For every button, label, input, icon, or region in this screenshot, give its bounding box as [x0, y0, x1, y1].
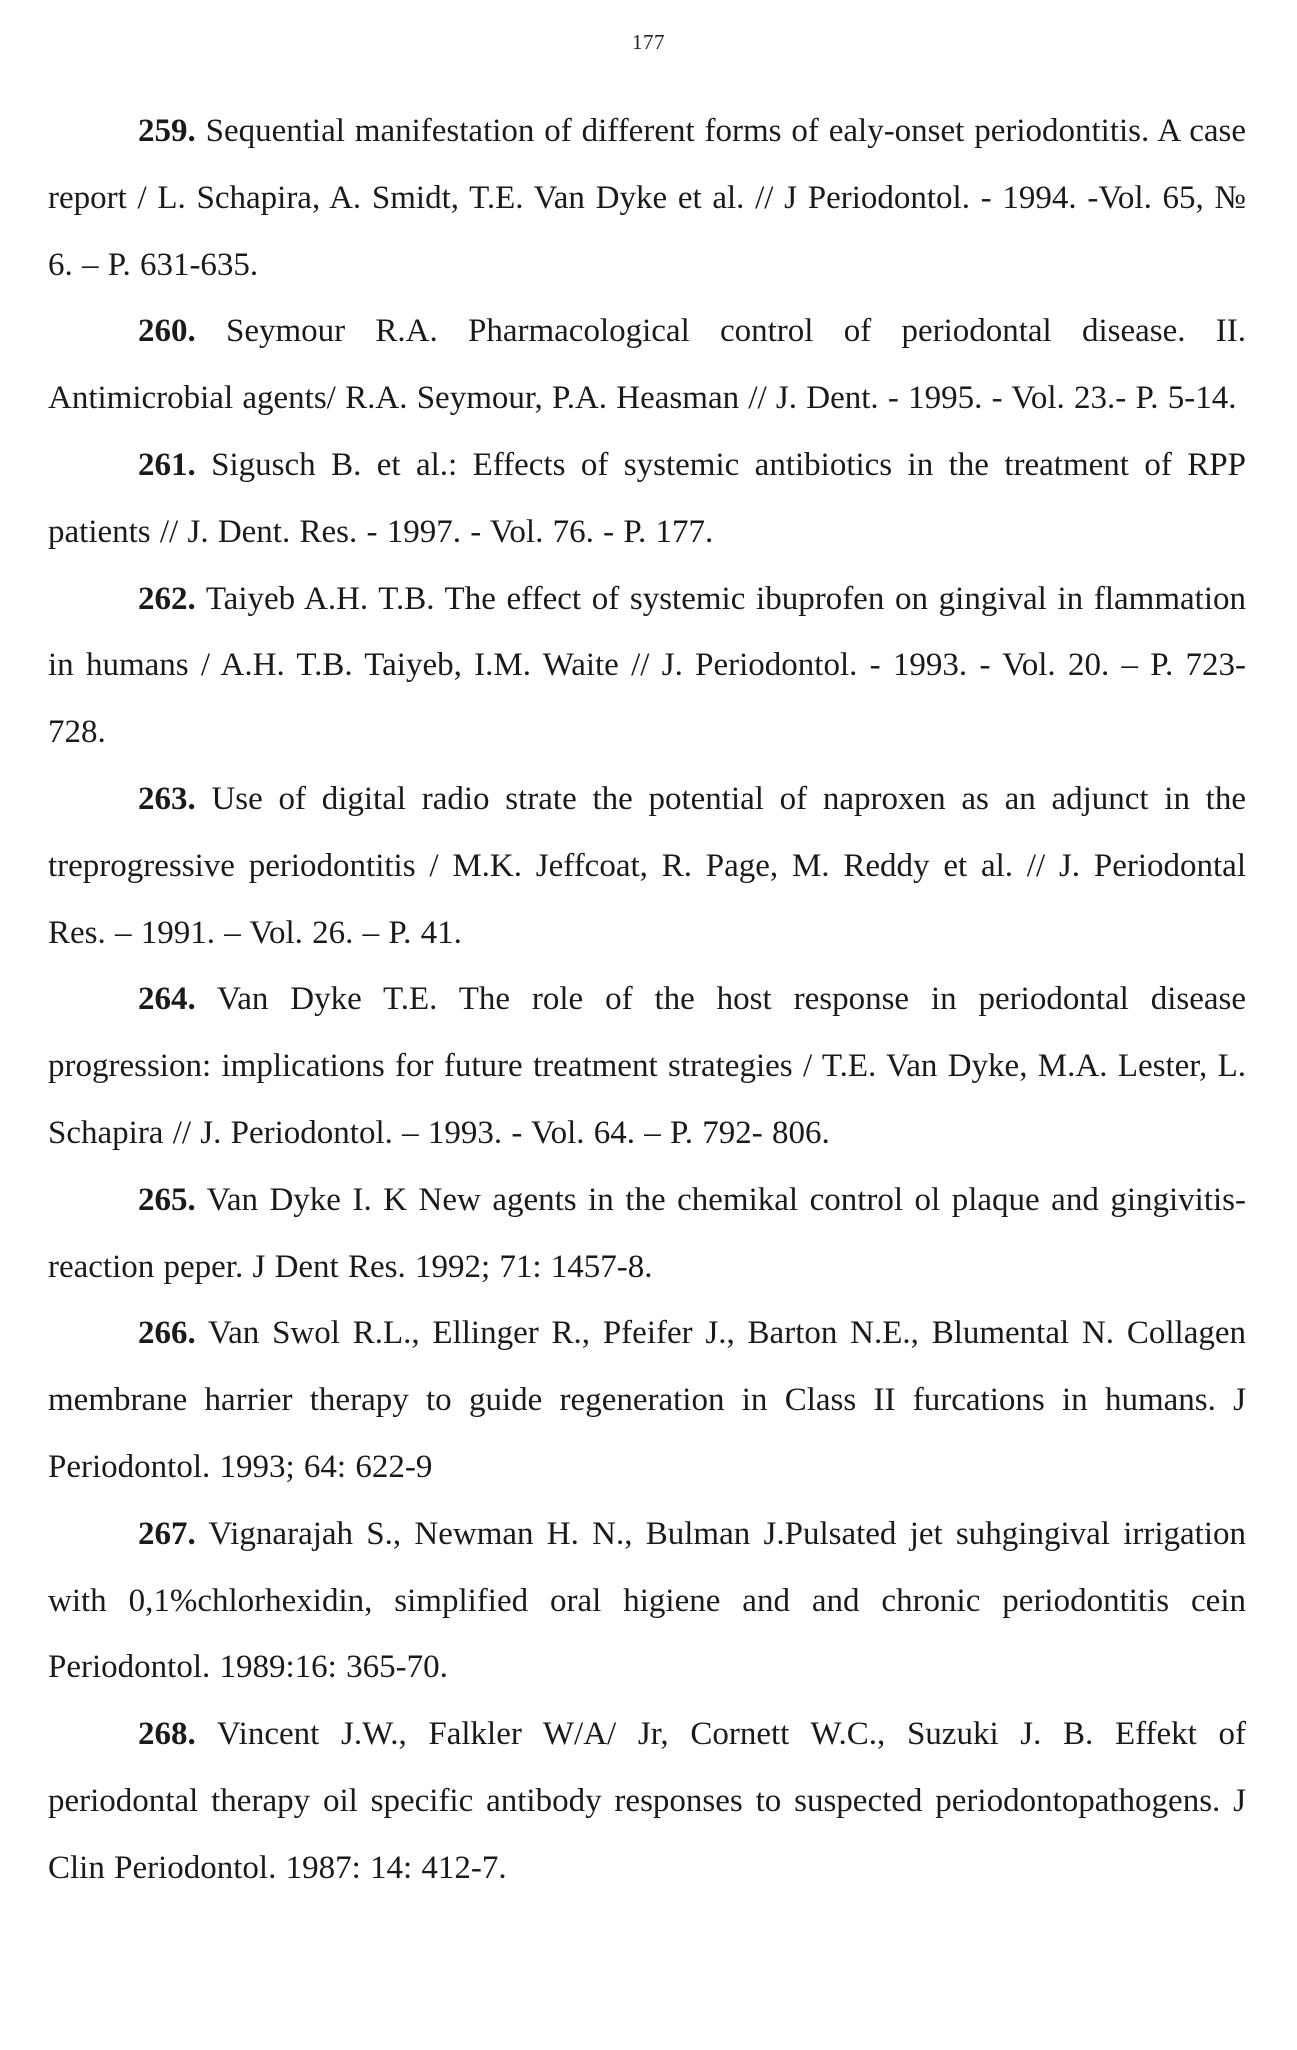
- reference-item: [48, 566, 1246, 766]
- reference-number: 264.: [138, 981, 196, 1018]
- reference-item: [48, 766, 1246, 966]
- reference-item: [48, 1701, 1246, 1901]
- reference-item: [48, 432, 1246, 566]
- reference-text: Van Dyke I. K New agents in the chemikal control ol plaque and gingivitis-reaction peper. J Dent Res. 1992; 71: 1457-8.: [48, 1181, 1246, 1285]
- reference-number: 259.: [138, 113, 196, 149]
- reference-text: Vincent J.W., Falkler W/A/ Jr, Cornett W.C., Suzuki J. B. Effekt of periodontal therapy oil specific antibody responses to suspected periodontopathogens. J Clin Periodontol. 1987: 14: 412-7.: [48, 1716, 1246, 1886]
- reference-number: 263.: [138, 780, 196, 817]
- reference-text: Van Swol R.L., Ellinger R., Pfeifer J., Barton N.E., Blumental N. Collagen membrane harrier therapy to guide regeneration in Class II furcations in humans. J Periodontol. 1993; 64: 622-9: [48, 1315, 1246, 1485]
- reference-item: [48, 966, 1246, 1166]
- reference-number: 265.: [138, 1181, 196, 1218]
- reference-text: Taiyeb A.H. T.B. The effect of systemic ibuprofen on gingival in flammation in humans / A.H. T.B. Taiyeb, I.M. Waite // J. Periodontol. - 1993. - Vol. 20. – P. 723-728.: [48, 580, 1246, 751]
- reference-item: [48, 298, 1246, 432]
- page-number: 177: [632, 30, 665, 54]
- reference-text: Van Dyke T.E. The role of the host response in periodontal disease progression: implications for future treatment strategies / T.E. Van Dyke, M.A. Lester, L. Schapira // J. Periodontol. – 1993. - Vol. 64. – P. 792- 806.: [48, 981, 1246, 1151]
- reference-number: 262.: [138, 580, 196, 617]
- reference-list: [48, 98, 1246, 1902]
- reference-number: 261.: [138, 446, 196, 483]
- reference-item: [48, 1300, 1246, 1500]
- reference-number: 260.: [138, 313, 196, 350]
- reference-item: [48, 1501, 1246, 1701]
- reference-number: 266.: [138, 1315, 196, 1352]
- reference-number: 268.: [138, 1716, 196, 1753]
- reference-text: Seymour R.A. Pharmacological control of periodontal disease. II. Antimicrobial agents/ R.A. Seymour, P.A. Heasman // J. Dent. - 1995. - Vol. 23.- P. 5-14.: [48, 313, 1246, 417]
- reference-text: Vignarajah S., Newman H. N., Bulman J.Pulsated jet suhgingival irrigation with 0,1%chlorhexidin, simplified oral higiene and and chronic periodontitis cein Periodontol. 1989:16: 365-70.: [48, 1515, 1246, 1686]
- reference-item: [48, 98, 1246, 298]
- reference-number: 267.: [138, 1515, 196, 1552]
- reference-text: Sequential manifestation of different forms of ealy-onset periodontitis. A case report / L. Schapira, A. Smidt, T.E. Van Dyke et al. // J Periodontol. - 1994. -Vol. 65, № 6. – P. 631-635.: [48, 113, 1246, 283]
- reference-text: Use of digital radio strate the potential of naproxen as an adjunct in the treprogressive periodontitis / M.K. Jeffcoat, R. Page, M. Reddy et al. // J. Periodontal Res. – 1991. – Vol. 26. – P. 41.: [48, 780, 1246, 951]
- reference-item: [48, 1167, 1246, 1301]
- reference-text: Sigusch B. et al.: Effects of systemic antibiotics in the treatment of RPP patients // J. Dent. Res. - 1997. - Vol. 76. - P. 177.: [48, 446, 1246, 550]
